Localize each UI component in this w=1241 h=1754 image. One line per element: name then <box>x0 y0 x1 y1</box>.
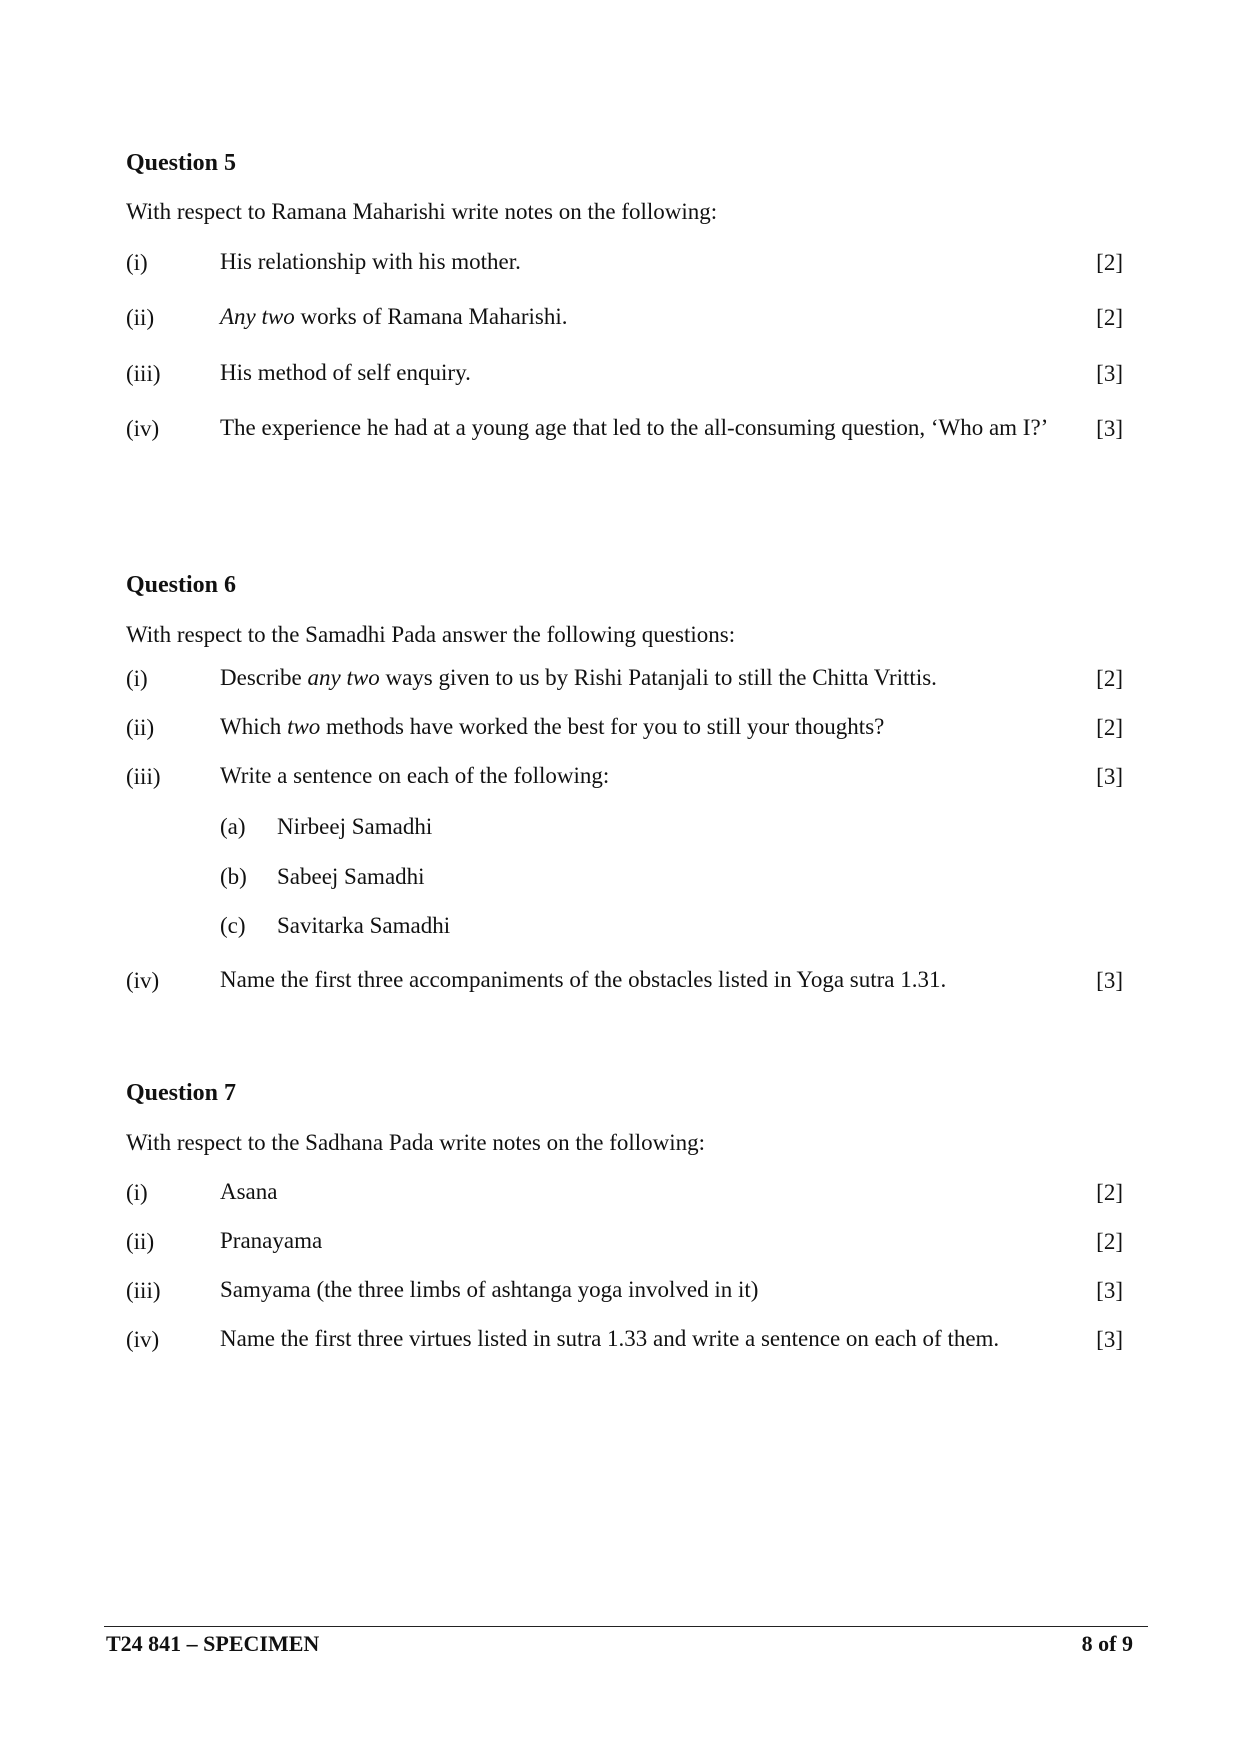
item-marks: [2] <box>1096 1229 1123 1254</box>
subitem-text: Savitarka Samadhi <box>277 913 451 938</box>
item-number: (i) <box>126 1180 148 1205</box>
item-number: (ii) <box>126 305 155 330</box>
item-text: Write a sentence on each of the following: <box>220 763 610 788</box>
item-marks: [3] <box>1096 968 1123 993</box>
item-text: The experience he had at a young age that led to the all-consuming question, ‘Who am I?’ <box>220 415 1049 440</box>
item-text-pre: Which <box>220 714 288 739</box>
item-marks: [2] <box>1096 250 1123 275</box>
question-6-heading: Question 6 <box>126 572 237 598</box>
item-number: (iii) <box>126 361 161 386</box>
item-number: (iv) <box>126 416 160 441</box>
item-number: (iii) <box>126 1278 161 1303</box>
item-number: (ii) <box>126 1229 155 1254</box>
subitem-letter: (b) <box>220 864 247 889</box>
item-number: (ii) <box>126 715 155 740</box>
item-text-pre: Describe <box>220 665 308 690</box>
item-marks: [3] <box>1096 1327 1123 1352</box>
item-text-rest: methods have worked the best for you to still your thoughts? <box>320 714 885 739</box>
item-text-rest: works of Ramana Maharishi. <box>294 304 568 329</box>
item-marks: [2] <box>1096 666 1123 691</box>
item-text: Pranayama <box>220 1228 323 1253</box>
item-text: Name the first three accompaniments of the obstacles listed in Yoga sutra 1.31. <box>220 967 947 992</box>
item-text: Asana <box>220 1179 278 1204</box>
item-number: (i) <box>126 250 148 275</box>
item-text: His method of self enquiry. <box>220 360 471 385</box>
subitem-letter: (a) <box>220 814 246 839</box>
question-5-intro: With respect to Ramana Maharishi write notes on the following: <box>126 199 718 224</box>
item-number: (iv) <box>126 968 160 993</box>
subitem-text: Nirbeej Samadhi <box>277 814 433 839</box>
item-marks: [3] <box>1096 1278 1123 1303</box>
question-7-heading: Question 7 <box>126 1080 237 1106</box>
item-text: His relationship with his mother. <box>220 249 521 274</box>
item-text <box>220 656 1056 700</box>
question-7-intro: With respect to the Sadhana Pada write notes on the following: <box>126 1130 706 1155</box>
item-emphasis: Any two <box>220 304 295 329</box>
item-marks: [3] <box>1096 361 1123 386</box>
subitem-text: Sabeej Samadhi <box>277 864 425 889</box>
item-marks: [3] <box>1096 764 1123 789</box>
item-text: Samyama (the three limbs of ashtanga yoga involved in it) <box>220 1277 759 1302</box>
item-text <box>220 705 1056 749</box>
item-marks: [2] <box>1096 305 1123 330</box>
footer-paper-code: T24 841 – SPECIMEN <box>106 1631 320 1656</box>
question-6-intro: With respect to the Samadhi Pada answer the following questions: <box>126 622 736 647</box>
question-5-heading: Question 5 <box>126 150 237 176</box>
item-text-rest: ways given to us by Rishi Patanjali to still the Chitta Vrittis. <box>379 665 937 690</box>
item-text <box>220 295 1056 339</box>
item-number: (iv) <box>126 1327 160 1352</box>
footer-divider <box>104 1626 1148 1627</box>
subitem-letter: (c) <box>220 913 246 938</box>
item-marks: [3] <box>1096 416 1123 441</box>
item-marks: [2] <box>1096 715 1123 740</box>
item-emphasis: two <box>287 714 321 739</box>
footer-page-number: 8 of 9 <box>1081 1631 1133 1656</box>
item-number: (iii) <box>126 764 161 789</box>
item-emphasis: any two <box>307 665 380 690</box>
item-marks: [2] <box>1096 1180 1123 1205</box>
item-number: (i) <box>126 666 148 691</box>
item-text: Name the first three virtues listed in sutra 1.33 and write a sentence on each of them. <box>220 1326 1000 1351</box>
